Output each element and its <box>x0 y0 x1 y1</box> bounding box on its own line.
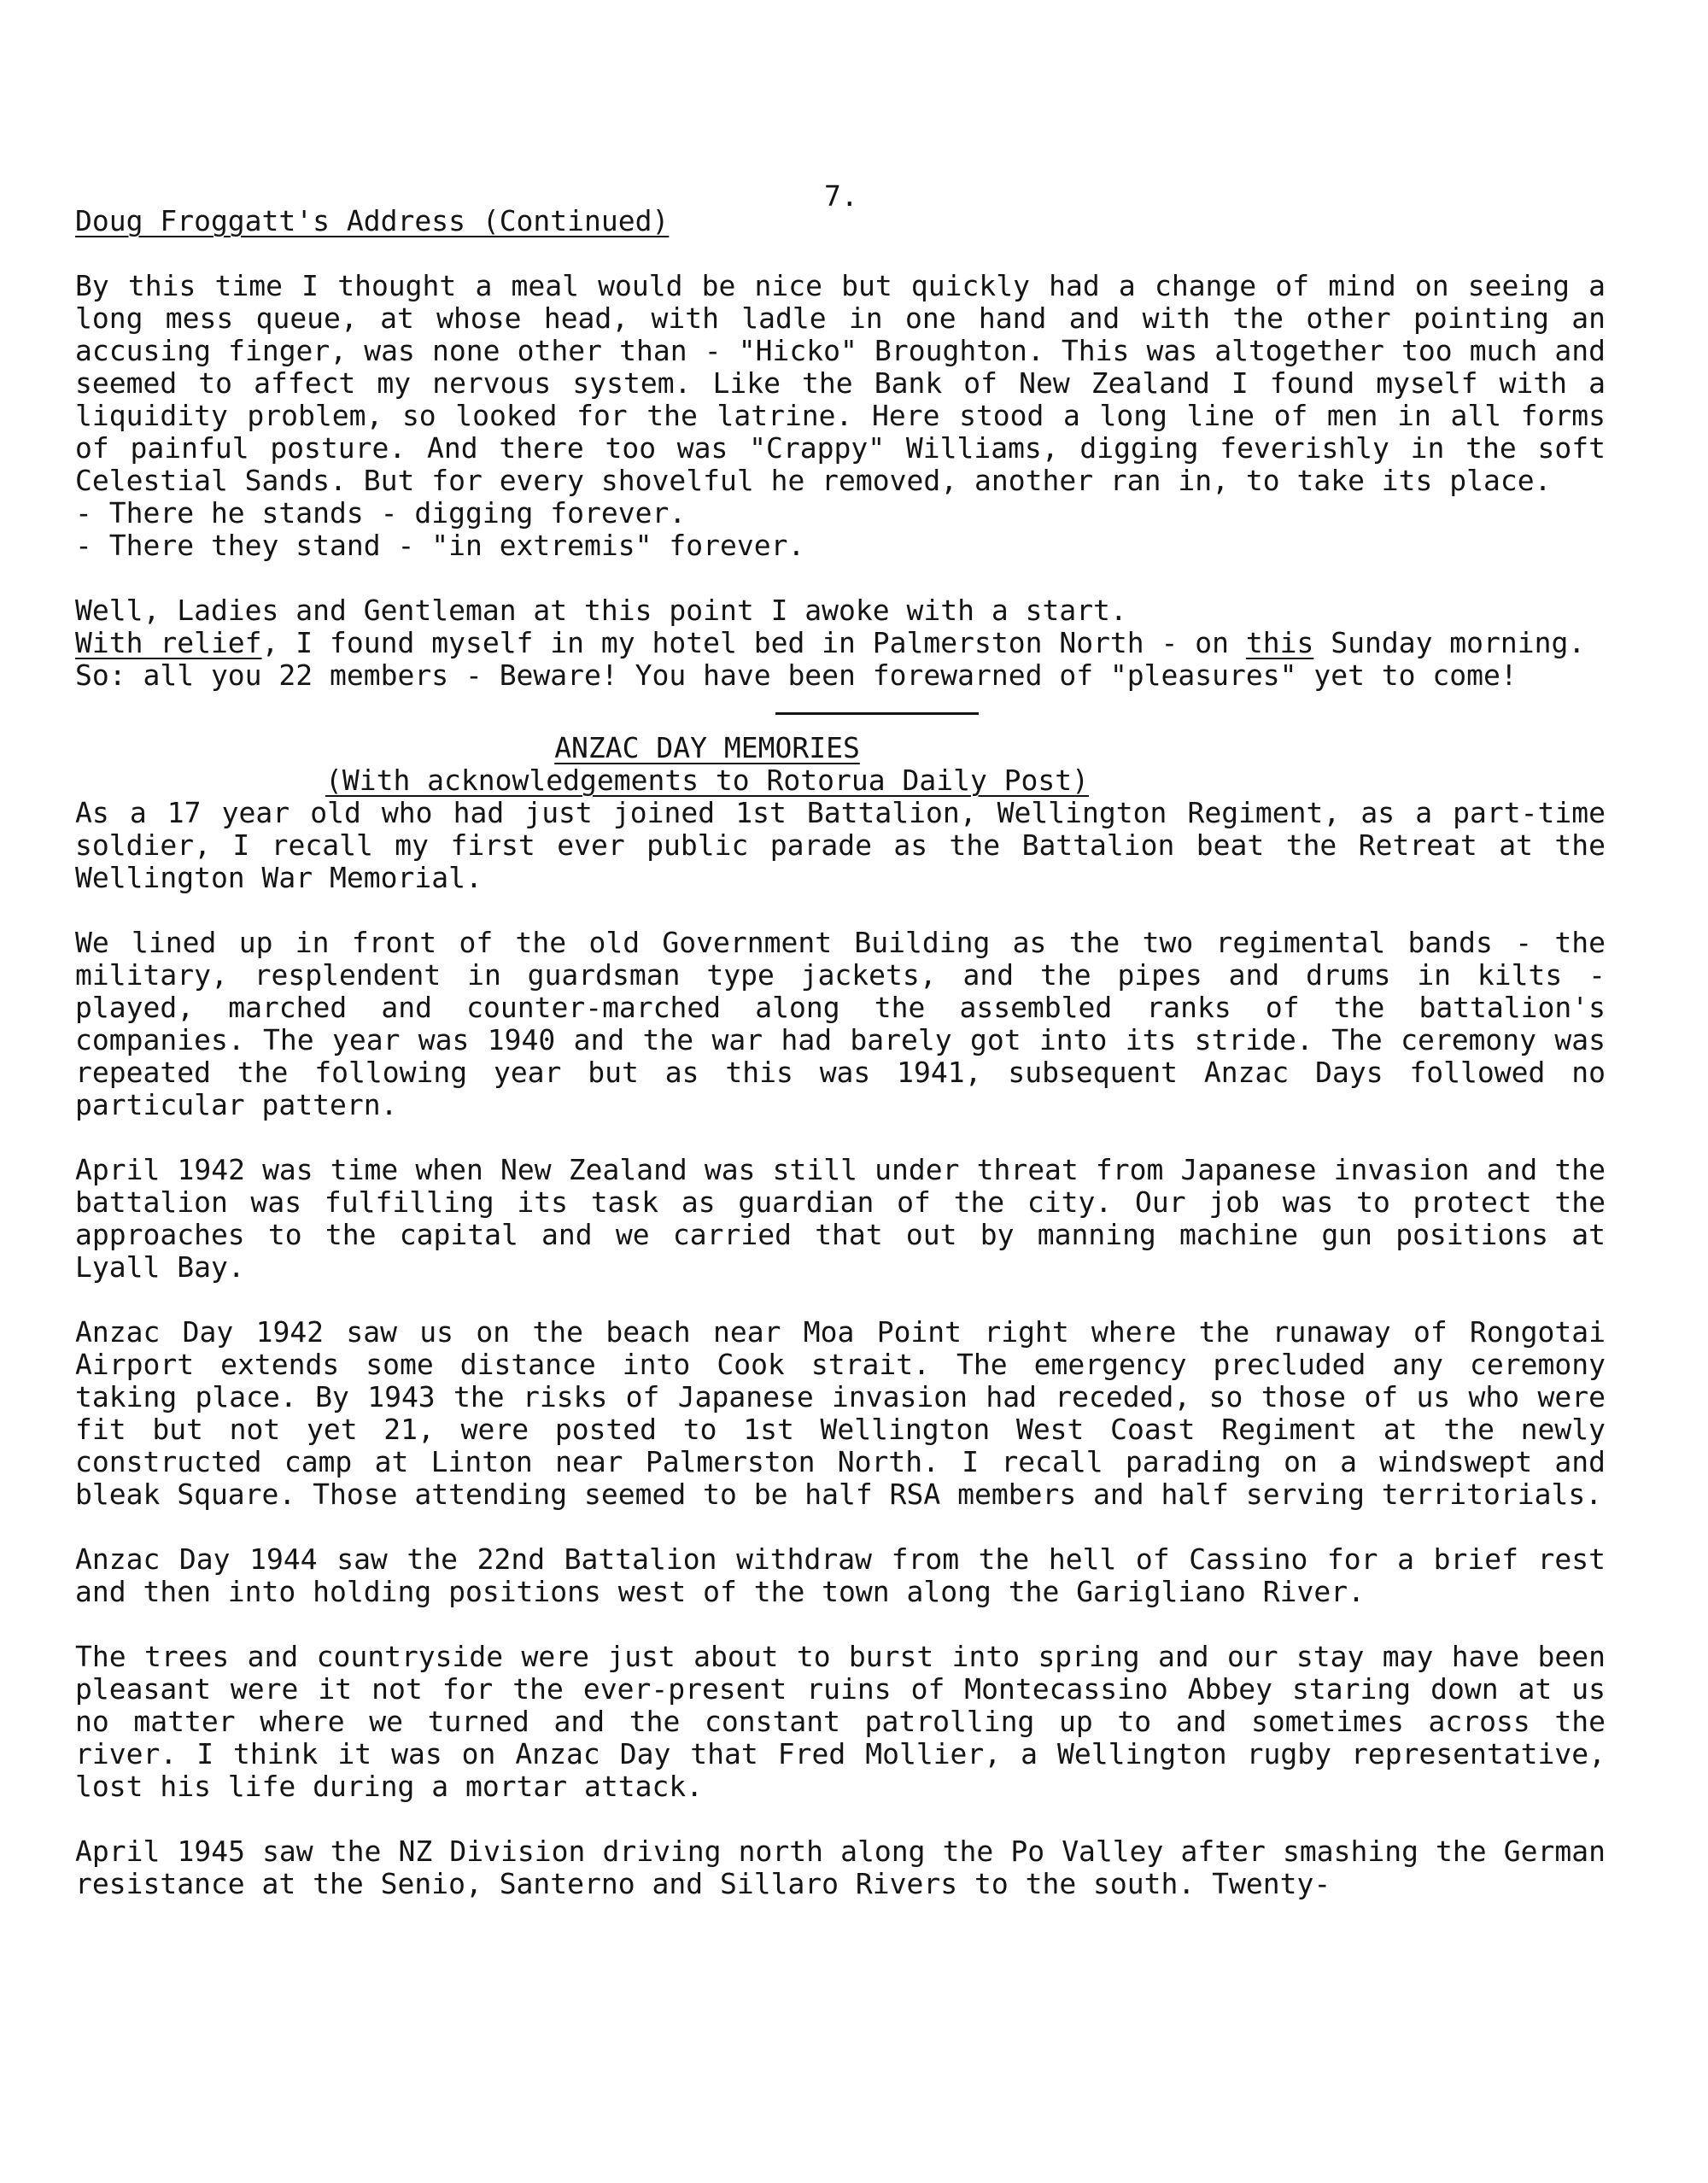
article-title-text: ANZAC DAY MEMORIES <box>554 731 860 764</box>
page-number: 7. <box>824 179 858 213</box>
article-subtitle <box>152 764 1262 797</box>
article-subtitle-text: (With acknowledgements to Rotorua Daily Post) <box>325 764 1090 797</box>
dash-line: - There he stands - digging forever. <box>75 496 687 530</box>
article-title <box>152 732 1262 764</box>
address-paragraph: By this time I thought a meal would be nice but quickly had a change of mind on seeing a long mess queue, at whose head, with ladle in one hand and with the other pointing an accusing finger, was none other than - "Hicko" Broughton. This was altogether too much and seemed to affect my nervous system. Like the Bank of New Zealand I found myself with a liquidity problem, so looked for the latrine. Here stood a long line of men in all forms of painful posture. And there too was "Crappy" Williams, digging feverishly in the soft Celestial Sands. But for every shovelful he removed, another ran in, to take its place. <box>75 269 1606 497</box>
section-title <box>75 205 1606 237</box>
dash-line: - There they stand - "in extremis" forever. <box>75 529 805 562</box>
closing-line-end: Sunday morning. <box>1313 626 1586 659</box>
article-paragraph: We lined up in front of the old Government Building as the two regimental bands - the military, resplendent in guardsman type jackets, and the pipes and drums in kilts - played, marched and counter-marched along the assembled ranks of the battalion's companies. The year was 1940 and the war had barely got into its stride. The ceremony was repeated the following year but as this was 1941, subsequent Anzac Days followed no particular pattern. <box>75 926 1606 1121</box>
closing-line <box>75 627 1606 659</box>
article-paragraph: Anzac Day 1942 saw us on the beach near Moa Point right where the runaway of Rongotai Airport extends some distance into Cook strait. The emergency precluded any ceremony taking place. By 1943 the risks of Japanese invasion had receded, so those of us who were fit but not yet 21, were posted to 1st Wellington West Coast Regiment at the newly constructed camp at Linton near Palmerston North. I recall parading on a windswept and bleak Square. Those attending seemed to be half RSA members and half serving territorials. <box>75 1315 1606 1511</box>
page-content <box>75 205 1606 1900</box>
article-paragraph: The trees and countryside were just about to burst into spring and our stay may have been pleasant were it not for the ever-present ruins of Montecassino Abbey staring down at us no matter where we turned and the constant patrolling up to and sometimes across the river. I think it was on Anzac Day that Fred Mollier, a Wellington rugby representative, lost his life during a mortar attack. <box>75 1640 1606 1803</box>
article-paragraph: As a 17 year old who had just joined 1st Battalion, Wellington Regiment, as a part-time soldier, I recall my first ever public parade as the Battalion beat the Retreat at the Wellington War Memorial. <box>75 796 1606 894</box>
article-paragraph: April 1945 saw the NZ Division driving north along the Po Valley after smashing the German resistance at the Senio, Santerno and Sillaro Rivers to the south. Twenty- <box>75 1835 1606 1900</box>
closing-line: Well, Ladies and Gentleman at this point I awoke with a start. <box>75 594 1127 627</box>
section-title-text: Doug Froggatt's Address (Continued) <box>75 204 670 237</box>
article-paragraph: Anzac Day 1944 saw the 22nd Battalion withdraw from the hell of Cassino for a brief rest and then into holding positions west of the town along the Garigliano River. <box>75 1542 1606 1608</box>
closing-line-text: , I found myself in my hotel bed in Palmerston North - on <box>261 626 1246 659</box>
article-paragraph: April 1942 was time when New Zealand was still under threat from Japanese invasion and the battalion was fulfilling its task as guardian of the city. Our job was to protect the approaches to the capital and we carried that out by manning machine gun positions at Lyall Bay. <box>75 1153 1606 1284</box>
with-relief-text: With relief <box>75 626 262 659</box>
closing-line: So: all you 22 members - Beware! You have been forewarned of "pleasures" yet to come! <box>75 658 1518 692</box>
this-emphasis: this <box>1245 626 1314 659</box>
